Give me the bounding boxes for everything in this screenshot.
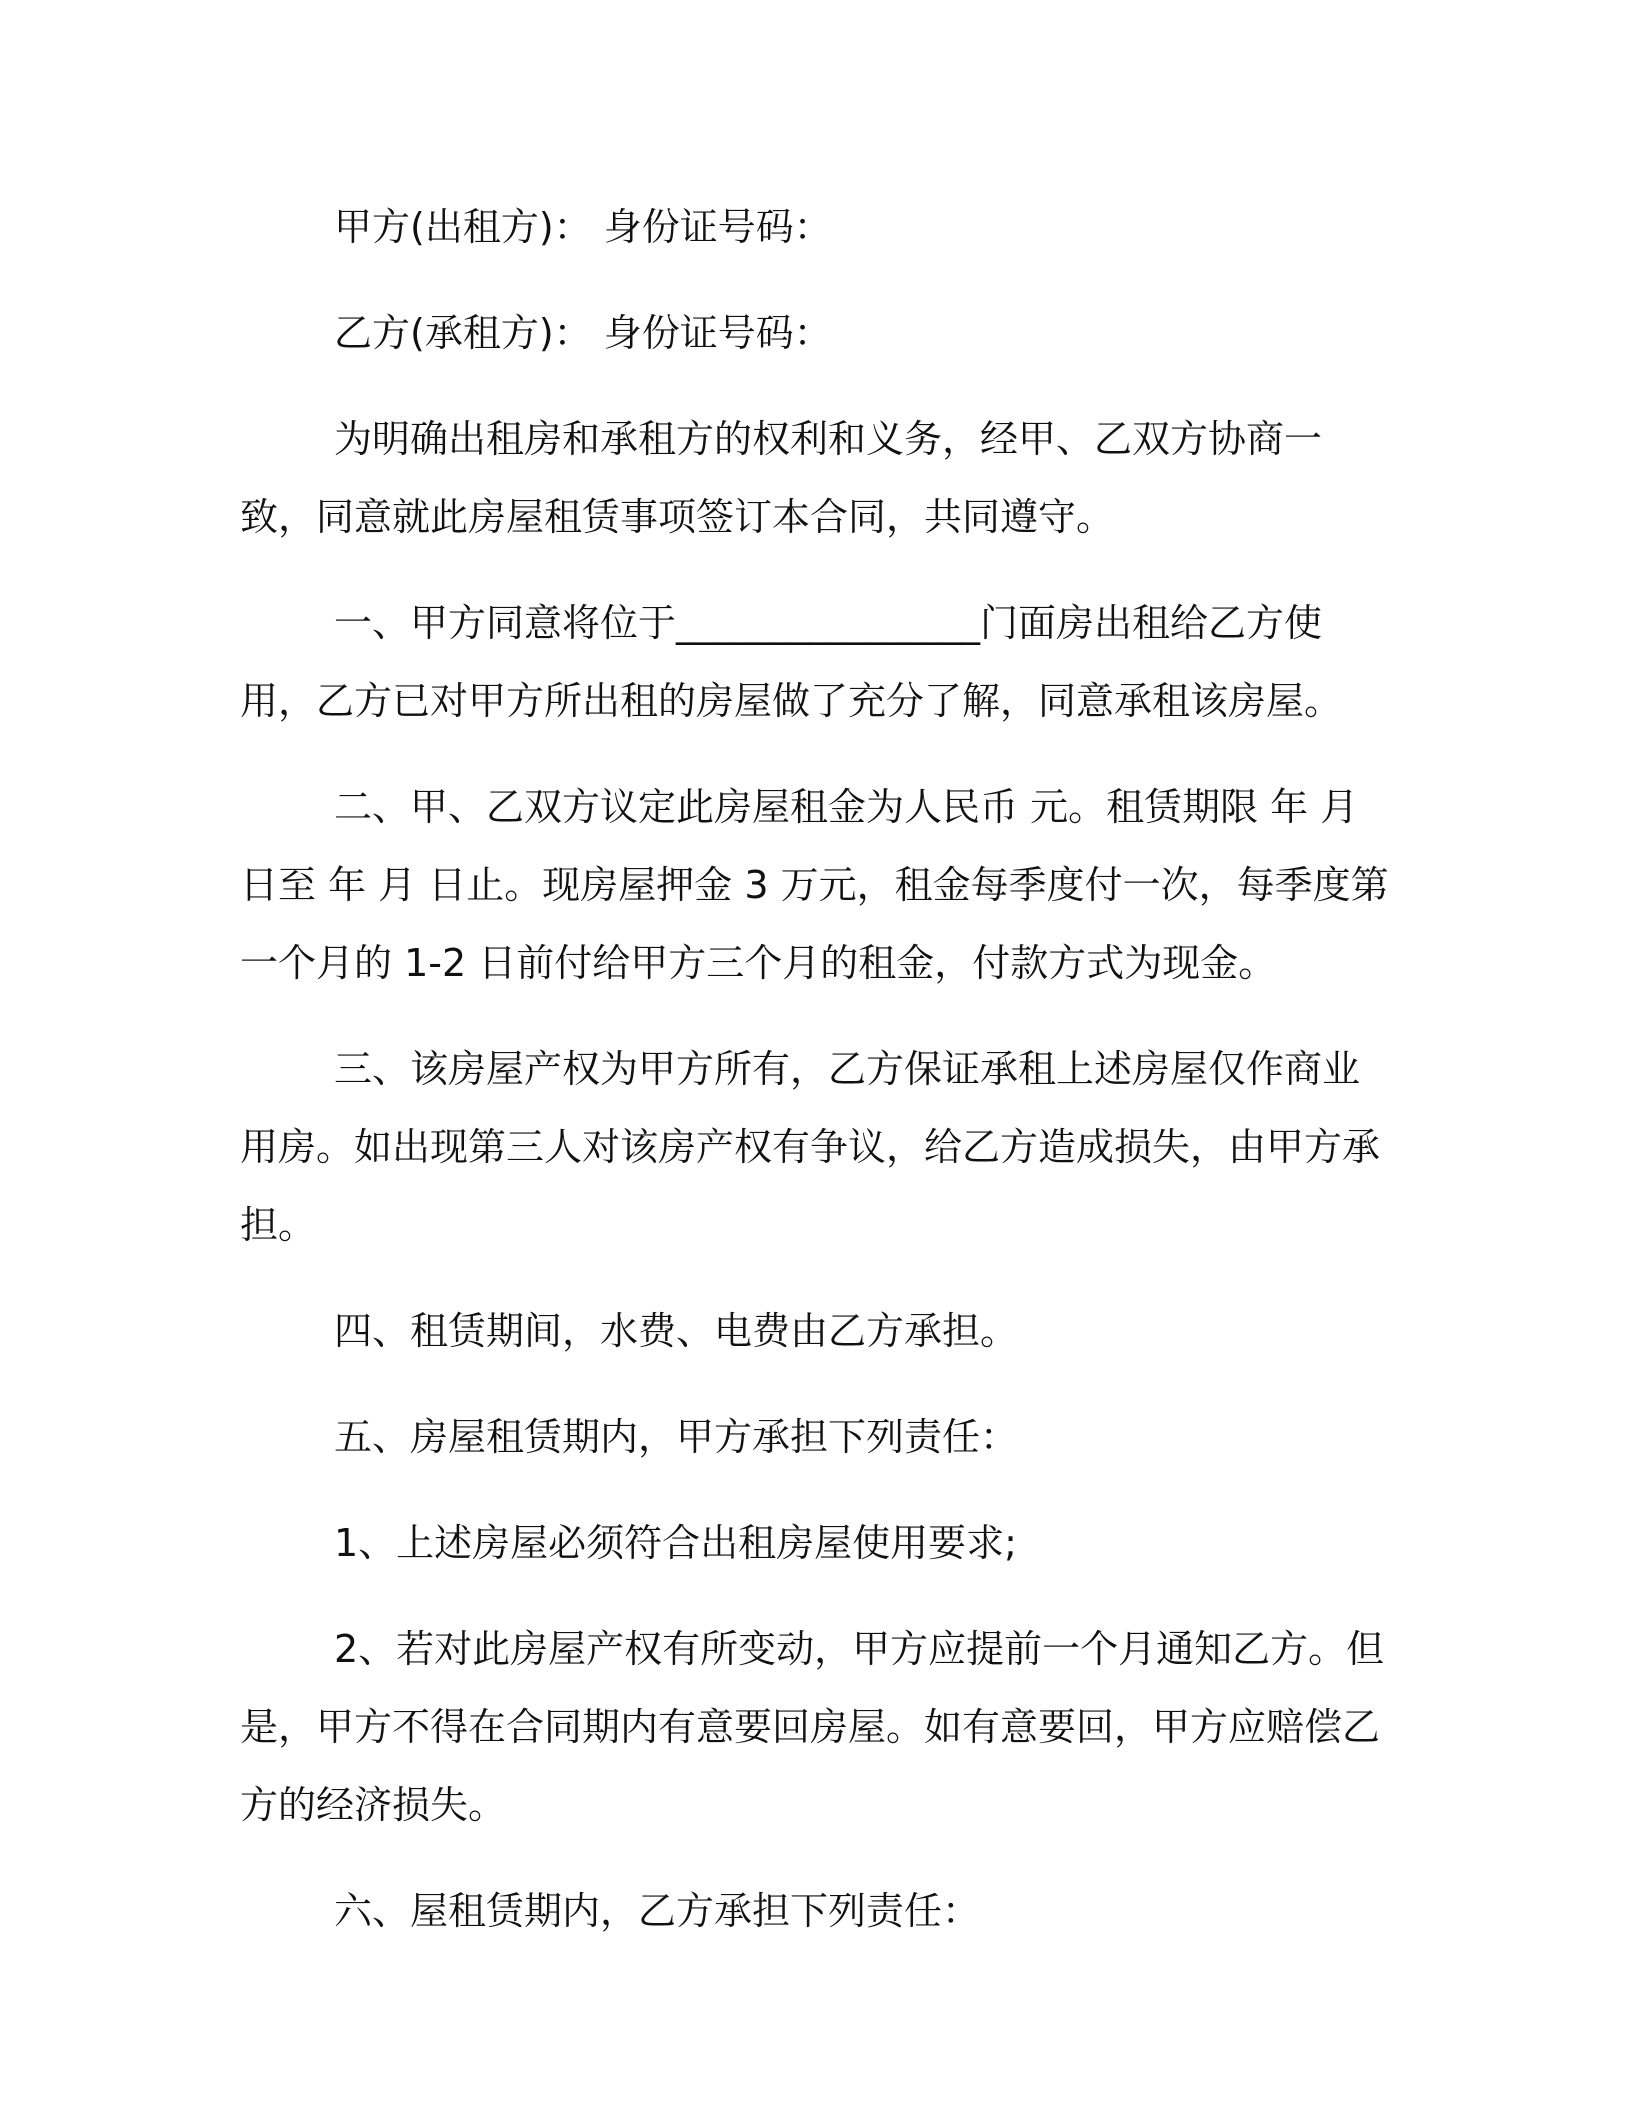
clause-5-item-2: 2、若对此房屋产权有所变动，甲方应提前一个月通知乙方。但是，甲方不得在合同期内有意要回房屋。如有意要回，甲方应赔偿乙方的经济损失。 [240,1627,1385,1827]
clause-5-heading: 五、房屋租赁期内，甲方承担下列责任： [334,1415,1019,1459]
clause-3-paragraph: 三、该房屋产权为甲方所有，乙方保证承租上述房屋仅作商业用房。如出现第三人对该房产权有争议，给乙方造成损失，由甲方承担。 [240,1047,1381,1247]
clause-2-paragraph: 二、甲、乙双方议定此房屋租金为人民币 元。租赁期限 年 月 日至 年 月 日止。现房屋押金 3 万元，租金每季度付一次，每季度第一个月的 1-2 日前付给甲方三个月的租金，付款方式为现金。 [240,785,1389,985]
clause-6-heading: 六、屋租赁期内，乙方承担下列责任： [334,1889,981,1933]
party-a-line: 甲方(出租方)： 身份证号码： [334,205,832,249]
clause-5-item-1: 1、上述房屋必须符合出租房屋使用要求; [334,1521,1017,1565]
preamble-paragraph: 为明确出租房和承租方的权利和义务，经甲、乙双方协商一致，同意就此房屋租赁事项签订本合同，共同遵守。 [240,417,1323,539]
clause-4-paragraph: 四、租赁期间，水费、电费由乙方承担。 [334,1309,1019,1353]
party-b-line: 乙方(承租方)： 身份证号码： [334,311,832,355]
clause-1-paragraph: 一、甲方同意将位于________________门面房出租给乙方使用，乙方已对甲方所出租的房屋做了充分了解，同意承租该房屋。 [240,601,1343,723]
contract-body [240,188,1390,1978]
